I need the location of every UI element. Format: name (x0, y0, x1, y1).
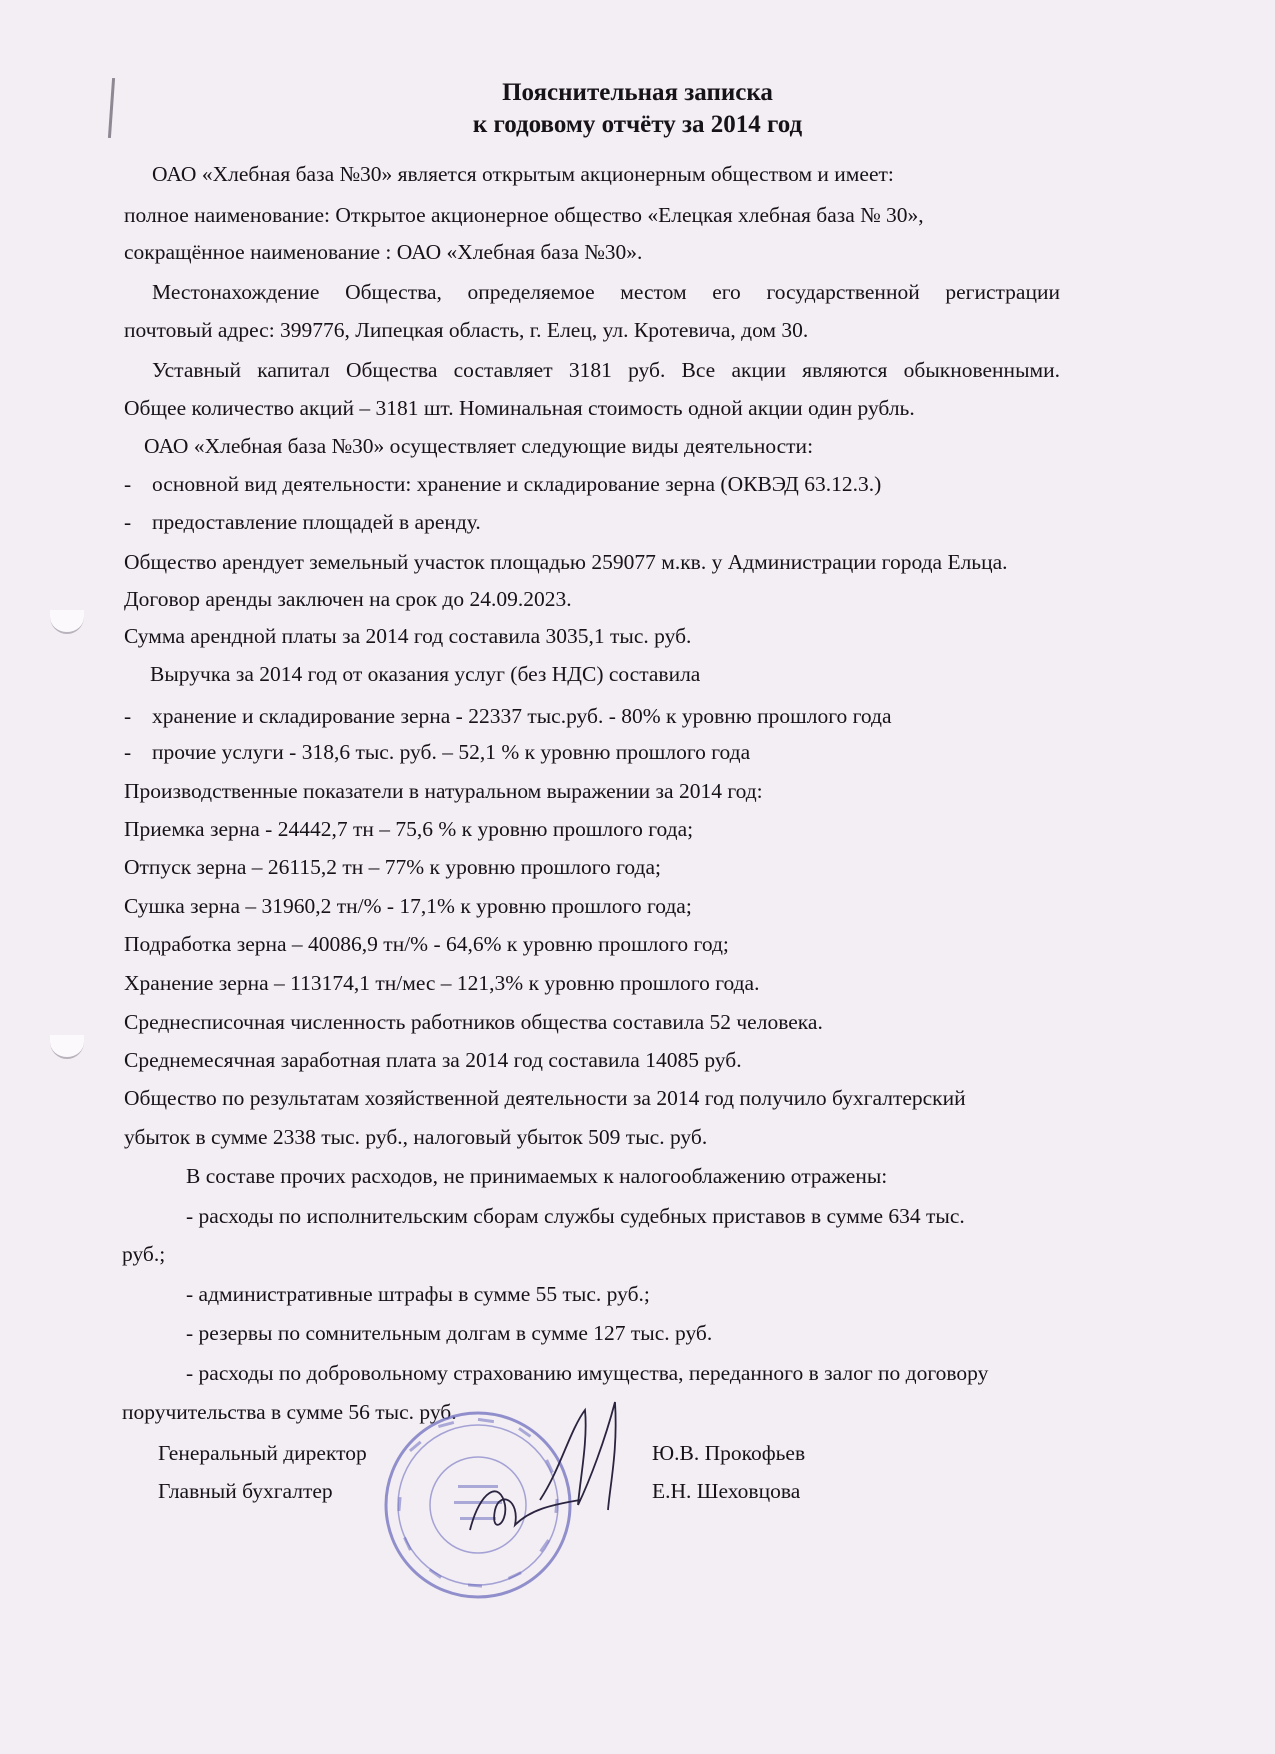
text-line: Уставный капитал Общества составляет 3181 руб. Все акции являются обыкновенными. (152, 358, 1060, 382)
text-line: сокращённое наименование : ОАО «Хлебная база №30». (124, 240, 643, 264)
list-dash: - (124, 472, 132, 496)
text-line: Общее количество акций – 3181 шт. Номинальная стоимость одной акции один рубль. (124, 396, 915, 420)
text-line: Сумма арендной платы за 2014 год составила 3035,1 тыс. руб. (124, 624, 692, 648)
list-item: основной вид деятельности: хранение и складирование зерна (ОКВЭД 63.12.3.) (152, 472, 882, 496)
director-title: Генеральный директор (158, 1441, 367, 1465)
accountant-title: Главный бухгалтер (158, 1479, 333, 1503)
text-line: Общество по результатам хозяйственной деятельности за 2014 год получило бухгалтерский (124, 1086, 966, 1110)
list-item: прочие услуги - 318,6 тыс. руб. – 52,1 % к уровню прошлого года (152, 740, 751, 764)
text-line: ОАО «Хлебная база №30» осуществляет следующие виды деятельности: (144, 434, 814, 458)
text-line: - административные штрафы в сумме 55 тыс. руб.; (186, 1282, 650, 1306)
text-line: поручительства в сумме 56 тыс. руб. (122, 1400, 457, 1424)
document-title-line1: Пояснительная записка (502, 79, 773, 106)
text-line: - расходы по добровольному страхованию имущества, переданного в залог по договору (186, 1361, 989, 1385)
text-line: Договор аренды заключен на срок до 24.09.2023. (124, 587, 572, 611)
text-line: Приемка зерна - 24442,7 тн – 75,6 % к уровню прошлого года; (124, 817, 694, 841)
text-line: Подработка зерна – 40086,9 тн/% - 64,6% к уровню прошлого год; (124, 932, 729, 956)
text-line: полное наименование: Открытое акционерное общество «Елецкая хлебная база № 30», (124, 203, 924, 227)
text-line: Выручка за 2014 год от оказания услуг (без НДС) составила (150, 662, 701, 686)
text-line: Хранение зерна – 113174,1 тн/мес – 121,3% к уровню прошлого года. (124, 971, 760, 995)
list-dash: - (124, 510, 132, 534)
text-line: Местонахождение Общества, определяемое местом его государственной регистрации (152, 280, 1060, 304)
list-dash: - (124, 704, 132, 728)
text-line: руб.; (122, 1242, 166, 1266)
text-line: убыток в сумме 2338 тыс. руб., налоговый убыток 509 тыс. руб. (124, 1125, 708, 1149)
text-line: - резервы по сомнительным долгам в сумме 127 тыс. руб. (186, 1321, 713, 1345)
accountant-signature-icon (460, 1470, 590, 1550)
text-line: - расходы по исполнительским сборам службы судебных приставов в сумме 634 тыс. (186, 1204, 965, 1228)
punch-hole-top (50, 610, 84, 634)
list-dash: - (124, 740, 132, 764)
text-line: Отпуск зерна – 26115,2 тн – 77% к уровню прошлого года; (124, 855, 661, 879)
text-line: В составе прочих расходов, не принимаемых к налогооблажению отражены: (186, 1164, 888, 1188)
list-item: хранение и складирование зерна - 22337 тыс.руб. - 80% к уровню прошлого года (152, 704, 892, 728)
punch-hole-bottom (50, 1035, 84, 1059)
director-name: Ю.В. Прокофьев (652, 1441, 806, 1465)
text-line: Среднесписочная численность работников общества составила 52 человека. (124, 1010, 823, 1034)
text-line: ОАО «Хлебная база №30» является открытым акционерным обществом и имеет: (152, 162, 894, 186)
text-line: Общество арендует земельный участок площадью 259077 м.кв. у Администрации города Ельца. (124, 550, 1008, 574)
accountant-name: Е.Н. Шеховцова (652, 1479, 801, 1503)
text-line: Сушка зерна – 31960,2 тн/% - 17,1% к уровню прошлого года; (124, 894, 692, 918)
text-line: Среднемесячная заработная плата за 2014 год составила 14085 руб. (124, 1048, 742, 1072)
document-title-line2: к годовому отчёту за 2014 год (472, 111, 803, 138)
text-line: почтовый адрес: 399776, Липецкая область, г. Елец, ул. Кротевича, дом 30. (124, 318, 809, 342)
list-item: предоставление площадей в аренду. (152, 510, 481, 534)
text-line: Производственные показатели в натуральном выражении за 2014 год: (124, 779, 763, 803)
